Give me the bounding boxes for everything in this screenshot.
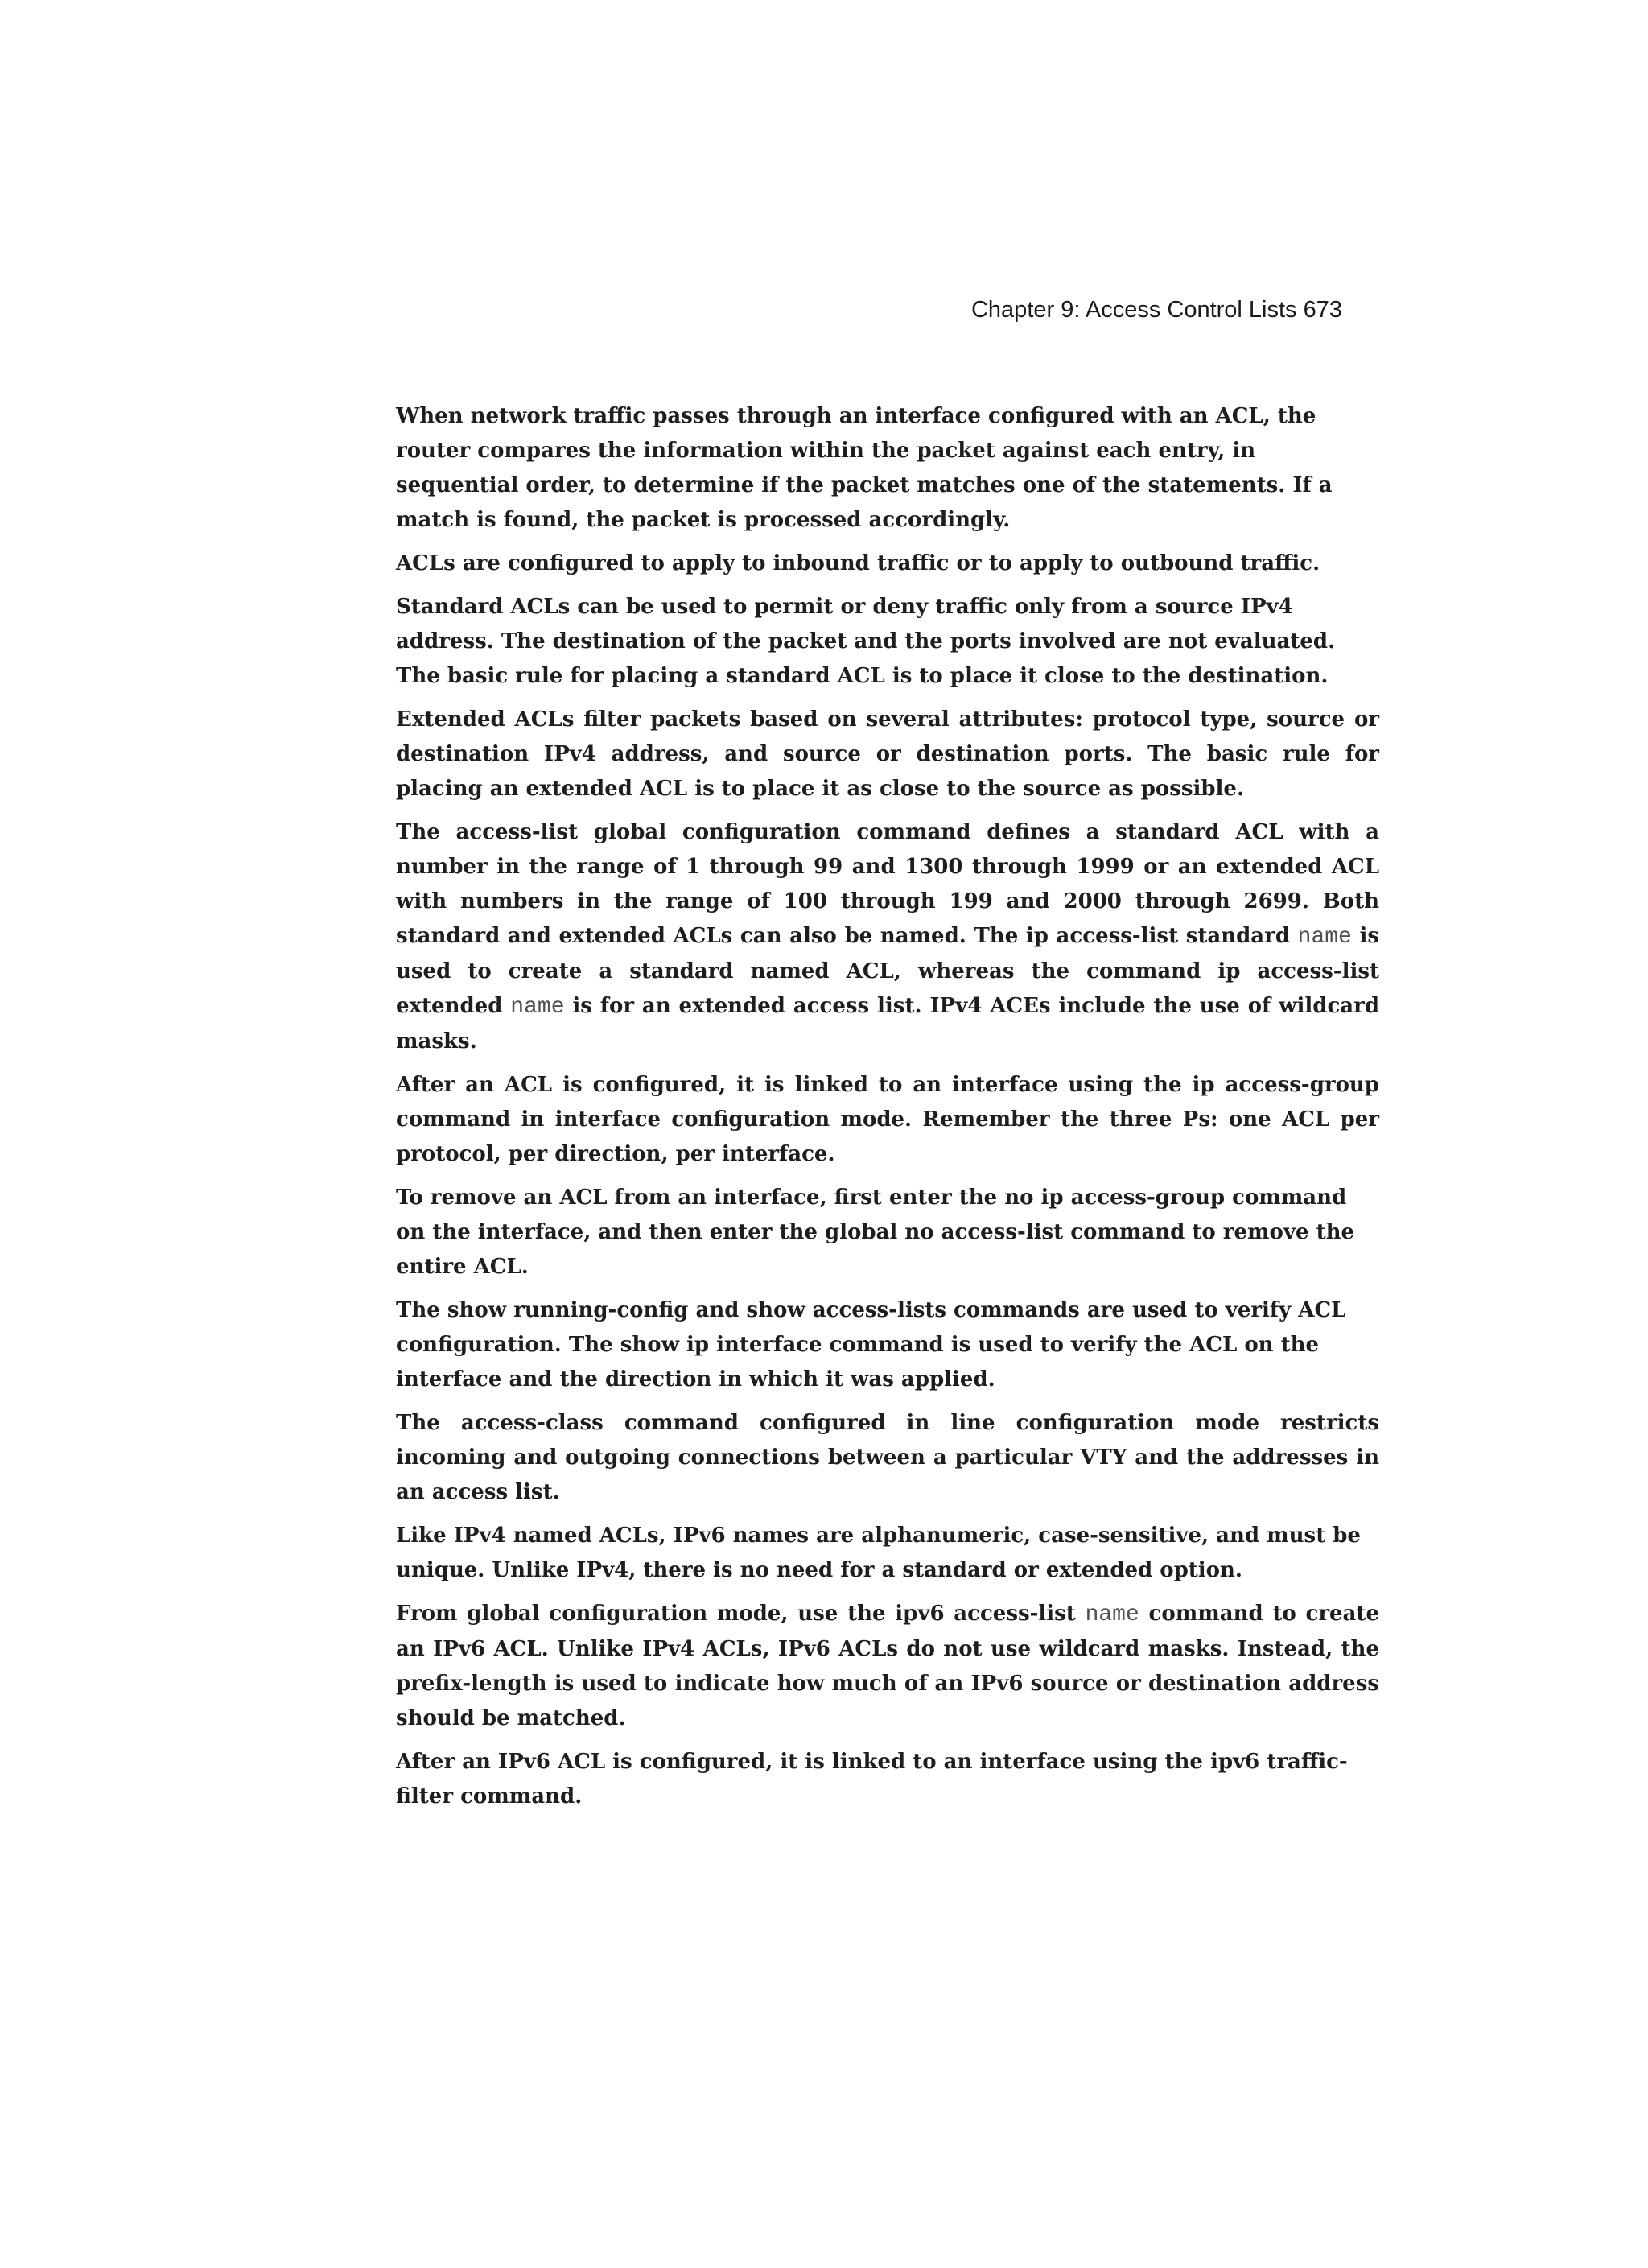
- paragraph-text-segment: command to create an IPv6 ACL. Unlike IPv4 ACLs, IPv6 ACLs do not use wildcard masks. Instead, the prefix-length is used to indicate how much of an IPv6 source or destination address should be matched.: [396, 1602, 1379, 1730]
- running-header: Chapter 9: Access Control Lists 673: [970, 297, 1342, 323]
- paragraph-remove-acl: To remove an ACL from an interface, first enter the no ip access-group command on the interface, and then enter the global no access-list command to remove the entire ACL.: [396, 1186, 1355, 1279]
- paragraph-ipv6-access-list: [396, 1597, 1379, 1736]
- paragraph-access-group: After an ACL is configured, it is linked to an interface using the ip access-group command in interface configuration mode. Remember the three Ps: one ACL per protocol, per direction, per interface.: [396, 1073, 1379, 1166]
- code-name-placeholder: name: [1085, 1602, 1139, 1627]
- paragraph-ipv6-names: Like IPv4 named ACLs, IPv6 names are alphanumeric, case-sensitive, and must be unique. Unlike IPv4, there is no need for a standard or extended option.: [396, 1524, 1361, 1582]
- paragraph-verify-acl: The show running-config and show access-lists commands are used to verify ACL configuration. The show ip interface command is used to verify the ACL on the interface and the direction in which it was applied.: [396, 1298, 1346, 1392]
- paragraph-ipv6-traffic-filter: After an IPv6 ACL is configured, it is linked to an interface using the ipv6 traffic-filter command.: [396, 1750, 1348, 1808]
- paragraph-text-segment: is used to create a standard named ACL, whereas the command ip access-list extended: [396, 924, 1379, 1018]
- paragraph-acl-processing: When network traffic passes through an interface configured with an ACL, the router compares the information within the packet against each entry, in sequential order, to determine if the packet matches one of the statements. If a match is found, the packet is processed accordingly.: [396, 404, 1333, 532]
- paragraph-access-list-command: [396, 815, 1379, 1059]
- paragraph-access-class: The access-class command configured in line configuration mode restricts incoming and outgoing connections between a particular VTY and the addresses in an access list.: [396, 1411, 1379, 1504]
- paragraph-standard-acls: Standard ACLs can be used to permit or deny traffic only from a source IPv4 address. The destination of the packet and the ports involved are not evaluated. The basic rule for placing a standard ACL is to place it close to the destination.: [396, 595, 1336, 688]
- paragraph-text-segment: From global configuration mode, use the ipv6 access-list: [396, 1602, 1086, 1626]
- paragraph-text-segment: is for an extended access list. IPv4 ACEs include the use of wildcard masks.: [396, 994, 1380, 1054]
- paragraph-extended-acls: Extended ACLs filter packets based on several attributes: protocol type, source or destination IPv4 address, and source or destination ports. The basic rule for placing an extended ACL is to place it as close to the source as possible.: [396, 707, 1379, 801]
- page-body: [396, 399, 1379, 1823]
- code-name-placeholder: name: [510, 995, 565, 1020]
- code-name-placeholder: name: [1297, 925, 1352, 950]
- paragraph-text-segment: The access-list global configuration command defines a standard ACL with a number in the range of 1 through 99 and 1300 through 1999 or an extended ACL with numbers in the range of 100 through 199 and 2000 through 2699. Both standard and extended ACLs can also be named. The ip access-list standard: [396, 820, 1379, 948]
- paragraph-acl-direction: ACLs are configured to apply to inbound traffic or to apply to outbound traffic.: [396, 551, 1320, 575]
